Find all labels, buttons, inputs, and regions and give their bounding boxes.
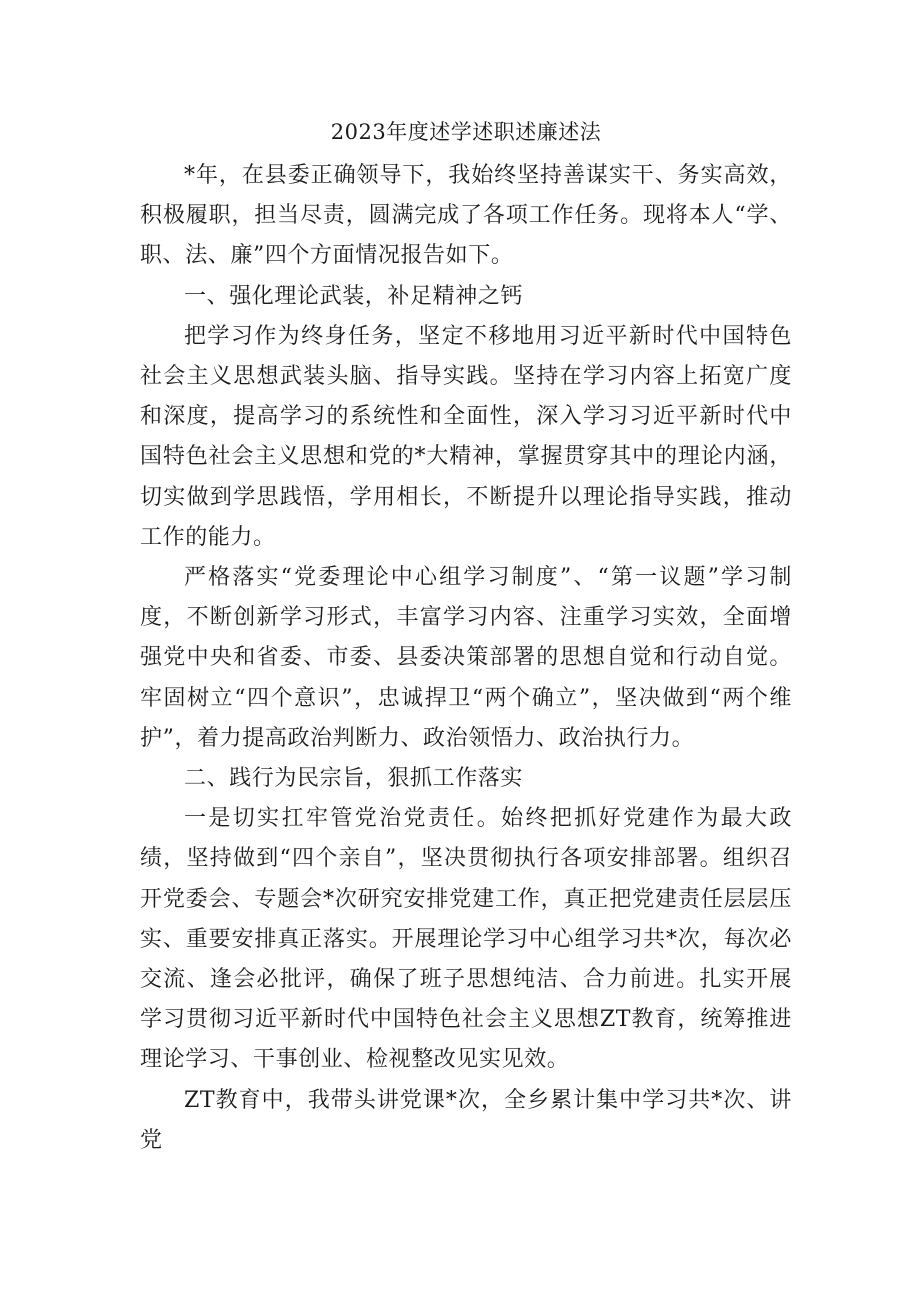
section-heading-2: 二、践行为民宗旨，狠抓工作落实 — [184, 766, 524, 792]
intro-paragraph: *年，在县委正确领导下，我始终坚持善谋实干、务实高效，积极履职，担当尽责，圆满完成了各项工作任务。现将本人“学、职、法、廉”四个方面情况报告如下。 — [140, 163, 792, 269]
body-paragraph: 把学习作为终身任务，坚定不移地用习近平新时代中国特色社会主义思想武装头脑、指导实践。坚持在学习内容上拓宽广度和深度，提高学习的系统性和全面性，深入学习习近平新时代中国特色社会主义思想和党的*大精神，掌握贯穿其中的理论内涵，切实做到学思践悟，学用相长，不断提升以理论指导实践，推动工作的能力。 — [140, 323, 792, 550]
document-title: 2023年度述学述职述廉述法 — [330, 120, 602, 144]
body-paragraph: 一是切实扛牢管党治党责任。始终把抓好党建作为最大政绩，坚持做到“四个亲自”，坚决贯彻执行各项安排部署。组织召开党委会、专题会*次研究安排党建工作，真正把党建责任层层压实、重要安排真正落实。开展理论学习中心组学习共*次，每次必交流、逢会必批评，确保了班子思想纯洁、合力前进。扎实开展学习贯彻习近平新时代中国特色社会主义思想ZT教育，统筹推进理论学习、干事创业、检视整改见实见效。 — [140, 806, 792, 1073]
body-paragraph: 严格落实“党委理论中心组学习制度”、“第一议题”学习制度，不断创新学习形式，丰富学习内容、注重学习实效，全面增强党中央和省委、市委、县委决策部署的思想自觉和行动自觉。牢固树立“四个意识”，忠诚捍卫“两个确立”，坚决做到“两个维护”，着力提高政治判断力、政治领悟力、政治执行力。 — [140, 565, 792, 751]
section-heading-1: 一、强化理论武装，补足精神之钙 — [184, 283, 524, 309]
body-paragraph-truncated: ZT教育中，我带头讲党课*次，全乡累计集中学习共*次、讲党 — [140, 1087, 792, 1153]
